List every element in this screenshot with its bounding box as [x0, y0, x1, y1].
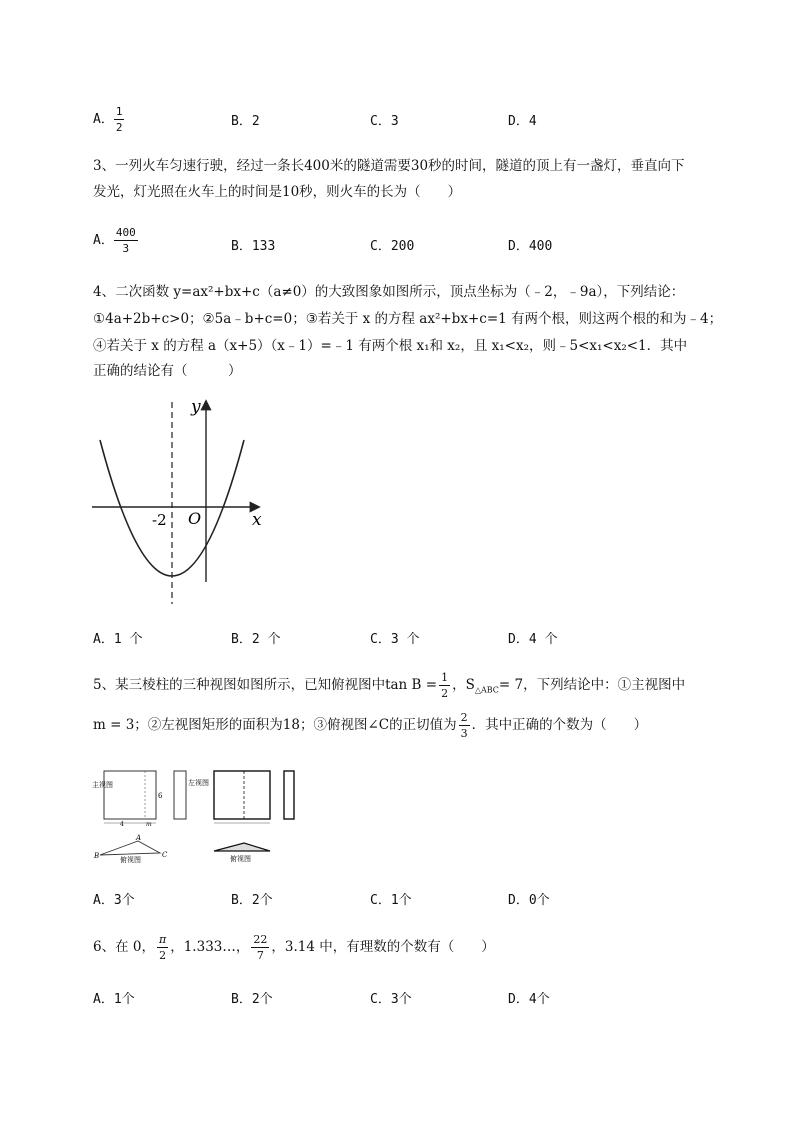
q4-stem-line2: ①4a+2b+c>0；②5a﹣b+c=0；③若关于 x 的方程 ax²+bx+c=1 有两个根，则这两个根的和为﹣4； — [93, 311, 723, 327]
vertex-b: B — [94, 852, 100, 860]
q3-stem-line2: 发光，灯光照在火车上的时间是10秒，则火车的长为（ ） — [93, 184, 462, 200]
q6-option-c[interactable]: C．3个 — [370, 992, 412, 1007]
left-view-rect — [174, 771, 186, 819]
vertex-c: C — [162, 851, 168, 859]
front-view-rect-2 — [214, 771, 270, 819]
frac-den: 2 — [115, 121, 123, 134]
q4-parabola-graph — [88, 392, 273, 607]
vertex-a: A — [136, 834, 142, 842]
top-view-triangle-2 — [214, 843, 270, 851]
height-label: 6 — [158, 792, 163, 800]
q6-option-b[interactable]: B．2个 — [231, 992, 273, 1007]
frac-den: 2 — [441, 687, 449, 700]
q5-option-c[interactable]: C．1个 — [370, 893, 412, 908]
q6-option-a[interactable]: A．1个 — [93, 992, 135, 1007]
frac-den: 3 — [122, 242, 130, 255]
q4-option-b[interactable]: B．2 个 — [231, 632, 281, 647]
q5-three-views-figure-2 — [200, 765, 330, 865]
q3-option-d[interactable]: D．400 — [508, 239, 553, 254]
q5-stem-line1: 5、某三棱柱的三种视图如图所示，已知俯视图中tan B = $\frac{1}{2}$ ，$S_{\triangle ABC}= 7$，下列结论中：①主视图中 — [93, 671, 686, 700]
q4-option-d[interactable]: D．4 个 — [508, 632, 558, 647]
q6-stem: 6、在 0， $\frac{\pi}{2}$ ，1.333…， $\frac{22}{7}$ ，3.14 中，有理数的个数有（ ） — [93, 933, 495, 962]
q4-option-a[interactable]: A．1 个 — [93, 632, 143, 647]
q4-option-c[interactable]: C．3 个 — [370, 632, 420, 647]
m-label: m — [146, 821, 152, 828]
frac-den: 7 — [256, 949, 264, 962]
q5-stem-line2: m = 3；②左视图矩形的面积为18；③俯视图∠C的正切值为 $\frac{2}{3}$ ．其中正确的个数为（ ） — [93, 711, 648, 740]
q2-option-b[interactable]: B．2 — [231, 114, 260, 129]
tick-label-neg2: -2 — [152, 511, 167, 529]
q3-stem-line1: 3、一列火车匀速行驶，经过一条长400米的隧道需要30秒的时间，隧道的顶上有一盏灯，垂直向下 — [93, 158, 685, 174]
q5-option-d[interactable]: D．0个 — [508, 893, 550, 908]
q2-option-c[interactable]: C．3 — [370, 114, 399, 129]
q4-stem-line1: 4、二次函数 y=ax²+bx+c（a≠0）的大致图象如图所示，顶点坐标为（﹣2，﹣9a），下列结论： — [93, 284, 685, 300]
q5-option-b[interactable]: B．2个 — [231, 893, 273, 908]
q5-option-a[interactable]: A．3个 — [93, 893, 135, 908]
frac-num: 22 — [253, 933, 268, 946]
front-view-rect — [104, 771, 156, 819]
x-axis-label: x — [252, 510, 262, 530]
frac-num: 2 — [460, 711, 468, 724]
frac-num: 400 — [115, 226, 136, 239]
q4-stem-line4: 正确的结论有（ ） — [93, 363, 242, 379]
width-label: 4 — [120, 821, 124, 828]
q4-stem-line3: ④若关于 x 的方程 a（x+5）（x﹣1）=﹣1 有两个根 x₁和 x₂，且 x₁<x₂，则﹣5<x₁<x₂<1．其中 — [93, 338, 688, 354]
frac-num: 1 — [115, 105, 123, 118]
front-view-label: 主视图 — [92, 781, 113, 789]
frac-num: 1 — [441, 671, 449, 684]
q3-option-c[interactable]: C．200 — [370, 239, 415, 254]
top-view-label: 俯视图 — [120, 856, 141, 864]
top-view-triangle — [100, 841, 160, 855]
origin-label: O — [188, 509, 202, 528]
q2-option-d[interactable]: D．4 — [508, 114, 537, 129]
y-axis-label: y — [191, 397, 201, 417]
q6-option-d[interactable]: D．4个 — [508, 992, 550, 1007]
frac-num: π — [158, 933, 167, 946]
q3-option-b[interactable]: B．133 — [231, 239, 276, 254]
q3-option-a[interactable]: A． $\frac{400}{3}$ — [93, 226, 136, 255]
frac-den: 3 — [460, 727, 468, 740]
q2-option-a[interactable]: A． $\frac{1}{2}$ — [93, 105, 123, 134]
left-view-rect-2 — [284, 771, 294, 819]
frac-den: 2 — [159, 949, 167, 962]
top-view-label-2: 俯视图 — [230, 855, 251, 863]
left-view-label: 左视图 — [188, 779, 209, 787]
